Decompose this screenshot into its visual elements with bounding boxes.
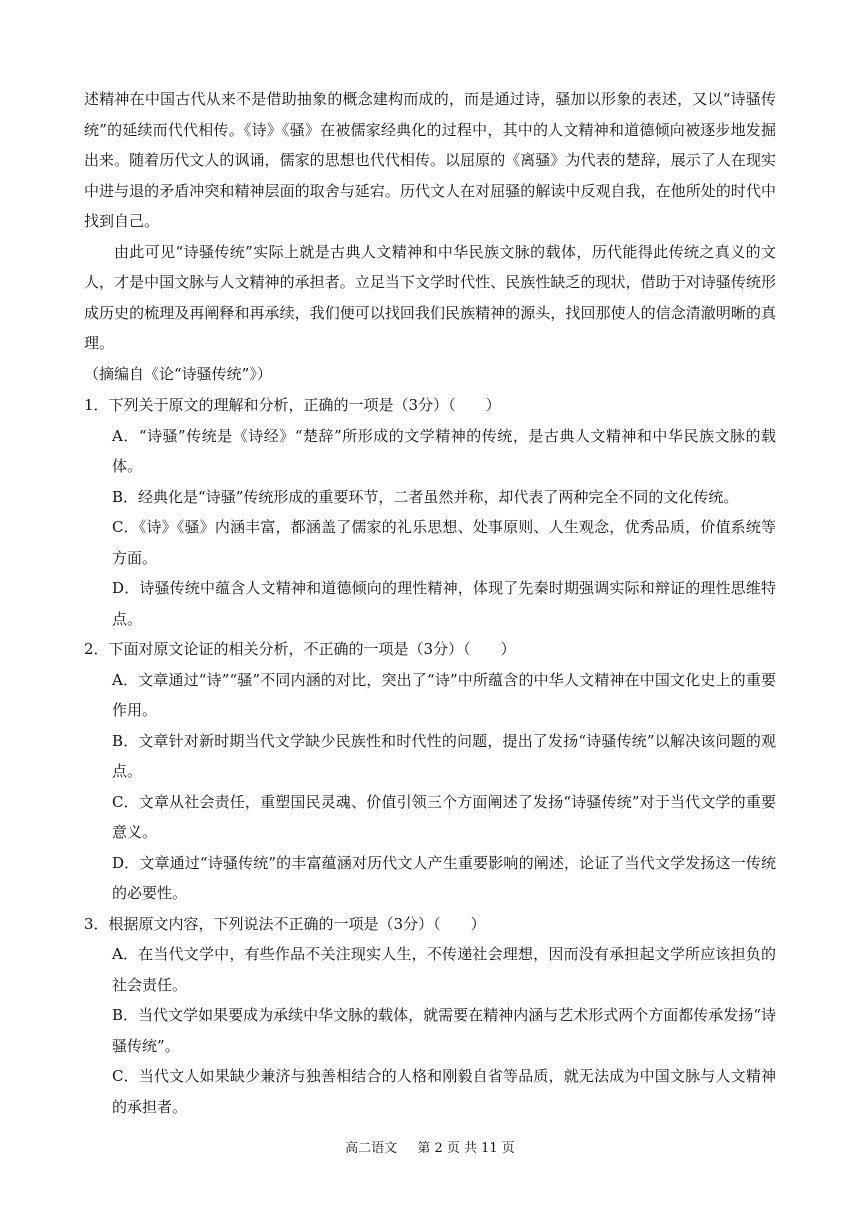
question-3-stem: 3．根据原文内容，下列说法不正确的一项是（3分）（ ） xyxy=(84,914,486,933)
footer-subject: 高二语文 xyxy=(345,1141,398,1156)
question-2-option-b: B．文章针对新时期当代文学缺少民族性和时代性的问题，提出了发扬“诗骚传统”以解决该问题的观点。 xyxy=(112,731,776,780)
question-2-option-a: A．文章通过“诗”“骚”不同内涵的对比，突出了“诗”中所蕴含的中华人文精神在中国文化史上的重要作用。 xyxy=(112,670,776,719)
passage-paragraph-2: 由此可见“诗骚传统”实际上就是古典人文精神和中华民族文脉的载体，历代能得此传统之真义的文人，才是中国文脉与人文精神的承担者。立足当下文学时代性、民族性缺乏的现状，借助于对诗骚传统形成历史的梳理及再阐释和再承续，我们便可以找回我们民族精神的源头，找回那使人的信念清澈明晰的真理。 xyxy=(84,242,776,352)
question-1-stem: 1．下列关于原文的理解和分析，正确的一项是（3分）（ ） xyxy=(84,396,501,414)
question-1-option-b: B．经典化是“诗骚”传统形成的重要环节，二者虽然并称，却代表了两种完全不同的文化传统。 xyxy=(112,487,739,506)
page-footer xyxy=(0,1140,860,1158)
question-3-option-b: B．当代文学如果要成为承续中华文脉的载体，就需要在精神内涵与艺术形式两个方面都传承发扬“诗骚传统”。 xyxy=(112,1006,776,1055)
reading-passage xyxy=(84,84,776,389)
question-2-stem: 2．下面对原文论证的相关分析，不正确的一项是（3分）（ ） xyxy=(84,640,516,658)
passage-source: （摘编自《论“诗骚传统”》） xyxy=(84,364,272,383)
passage-paragraph-1: 述精神在中国古代从来不是借助抽象的概念建构而成的，而是通过诗，骚加以形象的表述，又以“诗骚传统”的延续而代代相传。《诗》《骚》在被儒家经典化的过程中，其中的人文精神和道德倾向被逐步地发掘出来。随着历代文人的讽诵，儒家的思想也代代相传。以屈原的《离骚》为代表的楚辞，展示了人在现实中进与退的矛盾冲突和精神层面的取舍与延宕。历代文人在对屈骚的解读中反观自我，在他所处的时代中找到自己。 xyxy=(84,90,776,230)
question-2-option-d: D．文章通过“诗骚传统”的丰富蕴涵对历代文人产生重要影响的阐述，论证了当代文学发扬这一传统的必要性。 xyxy=(112,853,776,902)
question-2-option-c: C．文章从社会责任，重塑国民灵魂、价值引领三个方面阐述了发扬“诗骚传统”对于当代文学的重要意义。 xyxy=(112,792,776,841)
question-3-option-c: C．当代文人如果缺少兼济与独善相结合的人格和刚毅自省等品质，就无法成为中国文脉与人文精神的承担者。 xyxy=(112,1067,776,1116)
footer-page-number: 第 2 页 共 11 页 xyxy=(417,1141,515,1156)
question-1-option-a: A．“诗骚”传统是《诗经》“楚辞”所形成的文学精神的传统，是古典人文精神和中华民族文脉的载体。 xyxy=(112,426,776,475)
question-list xyxy=(84,390,776,1122)
question-3-option-a: A．在当代文学中，有些作品不关注现实人生，不传递社会理想，因而没有承担起文学所应该担负的社会责任。 xyxy=(112,945,776,994)
question-1-option-d: D．诗骚传统中蕴含人文精神和道德倾向的理性精神，体现了先秦时期强调实际和辩证的理性思维特点。 xyxy=(112,579,776,628)
question-1-option-c: C．《诗》《骚》内涵丰富，都涵盖了儒家的礼乐思想、处事原则、人生观念，优秀品质，价值系统等方面。 xyxy=(112,518,776,567)
